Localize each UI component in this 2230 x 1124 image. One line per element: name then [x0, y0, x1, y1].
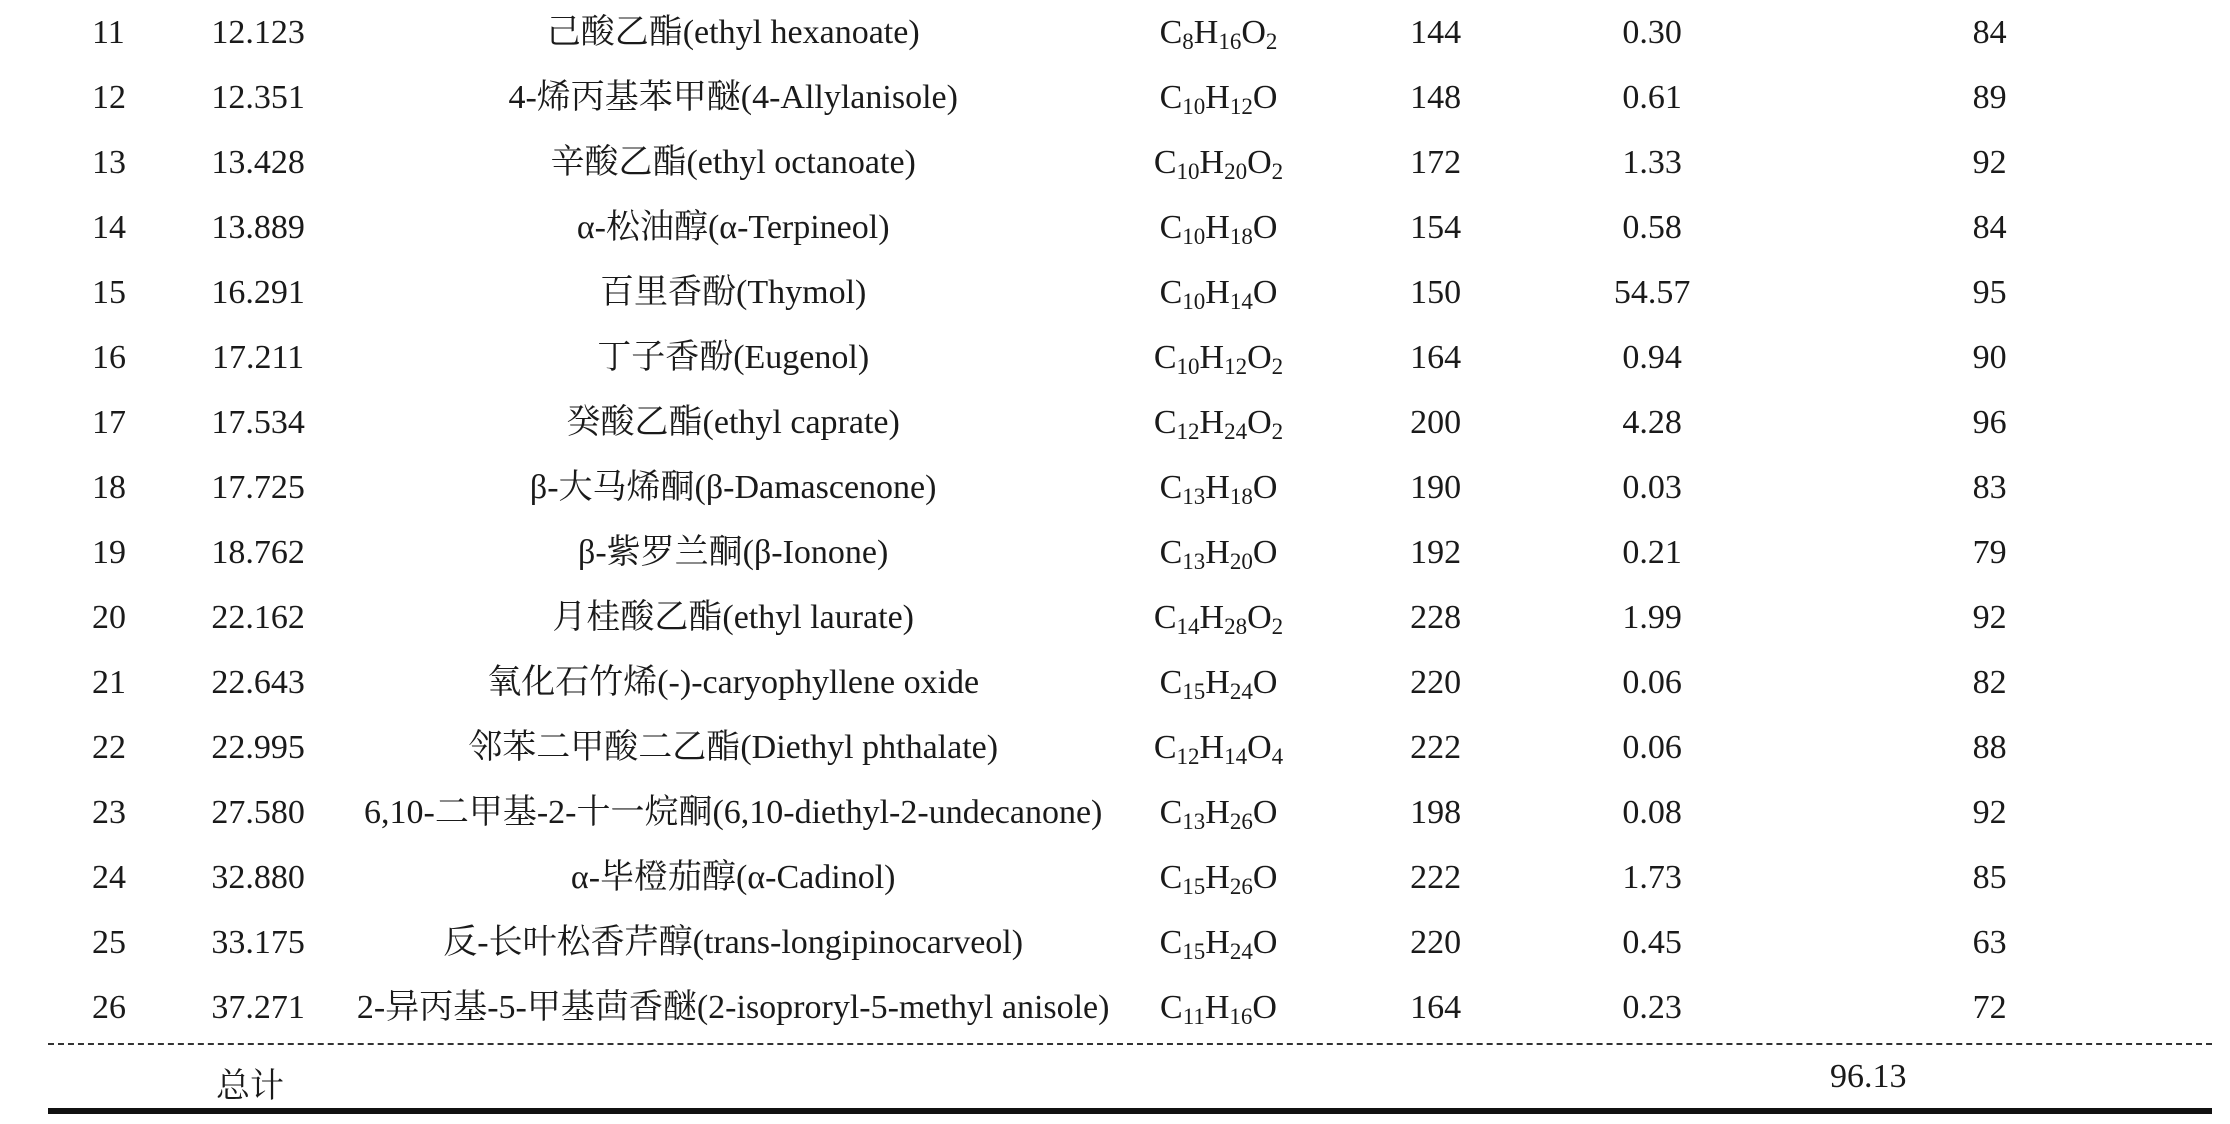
compound-name — [357, 845, 1110, 910]
compound-table — [48, 0, 2212, 1040]
formula-element: C — [1153, 403, 1177, 441]
match-degree: 85 — [1972, 858, 2007, 896]
row-number: 25 — [92, 923, 126, 961]
table-row — [48, 65, 2212, 130]
formula-element: H — [1193, 13, 1219, 51]
formula-element: C — [1159, 663, 1183, 701]
row-number: 13 — [92, 143, 126, 181]
retention-time: 22.162 — [211, 598, 305, 636]
compound-name-chinese: β-大马烯酮 — [529, 468, 695, 506]
formula-element: C — [1159, 923, 1183, 961]
table-bottom-rule — [48, 1108, 2212, 1114]
molecular-formula — [1109, 195, 1327, 260]
formula-subscript: 24 — [1229, 938, 1253, 964]
retention-time: 17.725 — [211, 468, 305, 506]
total-label: 总计 — [216, 1068, 284, 1105]
formula-subscript: 10 — [1182, 223, 1206, 249]
table-row — [48, 195, 2212, 260]
compound-name-chinese: 癸酸乙酯 — [566, 403, 703, 441]
formula-subscript: 26 — [1229, 873, 1253, 899]
formula-element: H — [1199, 728, 1225, 766]
retention-time: 27.580 — [211, 793, 305, 831]
molecular-weight: 198 — [1410, 793, 1462, 831]
retention-time: 17.211 — [211, 338, 305, 376]
molecular-weight: 164 — [1410, 988, 1462, 1026]
formula-element: O — [1252, 78, 1278, 116]
match-degree: 83 — [1972, 468, 2007, 506]
formula-element: O — [1252, 533, 1278, 571]
formula-element: H — [1205, 208, 1230, 246]
molecular-formula — [1109, 130, 1327, 195]
compound-table-container — [48, 0, 2212, 1040]
formula-element: O — [1252, 858, 1278, 896]
formula-subscript: 12 — [1176, 418, 1200, 444]
molecular-formula — [1109, 260, 1327, 325]
formula-subscript: 4 — [1271, 743, 1284, 769]
table-row — [48, 520, 2212, 585]
match-degree: 92 — [1972, 143, 2007, 181]
compound-name-chinese: 4-烯丙基苯甲醚 — [508, 78, 741, 116]
formula-subscript: 15 — [1182, 678, 1206, 704]
formula-element: H — [1205, 533, 1230, 571]
compound-name — [357, 650, 1110, 715]
molecular-formula — [1109, 650, 1327, 715]
compound-name — [357, 910, 1110, 975]
compound-name-english: (ethyl caprate) — [702, 403, 900, 441]
compound-name-english: (trans-longipinocarveol) — [692, 923, 1024, 961]
retention-time: 16.291 — [211, 273, 305, 311]
relative-content: 0.23 — [1622, 988, 1682, 1026]
match-degree: 96 — [1972, 403, 2007, 441]
formula-element: C — [1153, 728, 1177, 766]
compound-name-chinese: β-紫罗兰酮 — [578, 533, 743, 571]
formula-element: H — [1199, 143, 1225, 181]
relative-content: 4.28 — [1622, 403, 1682, 441]
retention-time: 18.762 — [211, 533, 305, 571]
molecular-weight: 222 — [1410, 858, 1462, 896]
formula-element: C — [1153, 338, 1177, 376]
compound-name — [357, 455, 1110, 520]
compound-name-english: (ethyl octanoate) — [686, 143, 916, 181]
molecular-formula — [1109, 0, 1327, 65]
compound-name — [357, 585, 1110, 650]
table-row — [48, 455, 2212, 520]
compound-name-chinese: 百里香酚 — [600, 273, 737, 311]
formula-element: H — [1205, 468, 1230, 506]
formula-subscript: 14 — [1229, 288, 1253, 314]
compound-name-english: (Eugenol) — [733, 338, 870, 376]
compound-name — [357, 0, 1110, 65]
row-number: 20 — [92, 598, 126, 636]
row-number: 15 — [92, 273, 126, 311]
retention-time: 33.175 — [211, 923, 305, 961]
match-degree: 84 — [1972, 13, 2007, 51]
molecular-formula — [1109, 390, 1327, 455]
formula-subscript: 13 — [1182, 483, 1206, 509]
molecular-formula — [1109, 910, 1327, 975]
molecular-weight: 154 — [1410, 208, 1462, 246]
formula-element: O — [1252, 468, 1278, 506]
table-row — [48, 845, 2212, 910]
compound-name-chinese: 丁子香酚 — [597, 338, 734, 376]
row-number: 23 — [92, 793, 126, 831]
compound-name — [357, 390, 1110, 455]
match-degree: 92 — [1972, 793, 2007, 831]
formula-subscript: 18 — [1229, 483, 1253, 509]
compound-name-english: (-)-caryophyllene oxide — [657, 663, 980, 701]
compound-name-english: (Thymol) — [736, 273, 867, 311]
formula-subscript: 14 — [1176, 613, 1200, 639]
formula-element: H — [1205, 858, 1230, 896]
relative-content: 0.45 — [1622, 923, 1682, 961]
formula-element: H — [1199, 598, 1225, 636]
formula-subscript: 12 — [1176, 743, 1200, 769]
molecular-weight: 144 — [1410, 13, 1462, 51]
compound-name-chinese: 月桂酸乙酯 — [552, 598, 723, 636]
compound-name-english: (β-Ionone) — [742, 533, 889, 571]
retention-time: 22.995 — [211, 728, 305, 766]
row-number: 24 — [92, 858, 126, 896]
molecular-weight: 220 — [1410, 923, 1462, 961]
compound-name-english: (β-Damascenone) — [694, 468, 937, 506]
row-number: 21 — [92, 663, 126, 701]
relative-content: 0.61 — [1622, 78, 1682, 116]
table-row — [48, 650, 2212, 715]
relative-content: 0.21 — [1622, 533, 1682, 571]
molecular-weight: 222 — [1410, 728, 1462, 766]
formula-subscript: 12 — [1224, 353, 1248, 379]
molecular-formula — [1109, 715, 1327, 780]
formula-subscript: 10 — [1182, 93, 1206, 119]
formula-subscript: 2 — [1271, 613, 1284, 639]
table-row — [48, 130, 2212, 195]
table-row — [48, 715, 2212, 780]
relative-content: 1.73 — [1622, 858, 1682, 896]
table-row — [48, 975, 2212, 1040]
formula-subscript: 14 — [1224, 743, 1248, 769]
relative-content: 1.33 — [1622, 143, 1682, 181]
compound-name-english: (Diethyl phthalate) — [740, 728, 999, 766]
formula-subscript: 10 — [1176, 158, 1200, 184]
formula-element: O — [1252, 273, 1278, 311]
formula-element: C — [1160, 988, 1183, 1026]
formula-element: H — [1199, 403, 1225, 441]
compound-name — [357, 260, 1110, 325]
retention-time: 32.880 — [211, 858, 305, 896]
compound-table-body — [48, 0, 2212, 1040]
formula-element: C — [1159, 533, 1183, 571]
row-number: 12 — [92, 78, 126, 116]
formula-element: O — [1247, 338, 1272, 376]
molecular-weight: 172 — [1410, 143, 1462, 181]
relative-content: 0.03 — [1622, 468, 1682, 506]
formula-element: O — [1252, 793, 1278, 831]
relative-content: 0.08 — [1622, 793, 1682, 831]
table-row — [48, 390, 2212, 455]
formula-element: O — [1241, 13, 1266, 51]
molecular-formula — [1109, 455, 1327, 520]
formula-subscript: 28 — [1224, 613, 1248, 639]
match-degree: 88 — [1972, 728, 2007, 766]
formula-subscript: 2 — [1271, 418, 1284, 444]
relative-content: 0.94 — [1622, 338, 1682, 376]
formula-element: O — [1247, 728, 1272, 766]
molecular-weight: 148 — [1410, 78, 1462, 116]
formula-subscript: 11 — [1182, 1003, 1205, 1029]
row-number: 26 — [92, 988, 126, 1026]
compound-name-english: (ethyl hexanoate) — [682, 13, 920, 51]
match-degree: 84 — [1972, 208, 2007, 246]
formula-element: O — [1252, 208, 1278, 246]
retention-time: 37.271 — [211, 988, 305, 1026]
match-degree: 90 — [1972, 338, 2007, 376]
row-number: 18 — [92, 468, 126, 506]
molecular-formula — [1109, 325, 1327, 390]
molecular-formula — [1109, 845, 1327, 910]
formula-element: C — [1159, 468, 1183, 506]
formula-subscript: 16 — [1229, 1003, 1253, 1029]
formula-element: O — [1252, 663, 1278, 701]
row-number: 22 — [92, 728, 126, 766]
formula-subscript: 13 — [1182, 808, 1206, 834]
molecular-weight: 200 — [1410, 403, 1462, 441]
molecular-weight: 150 — [1410, 273, 1462, 311]
compound-name-english: (2-isoproryl-5-methyl anisole) — [696, 988, 1110, 1026]
formula-element: C — [1159, 858, 1183, 896]
relative-content: 0.30 — [1622, 13, 1682, 51]
relative-content: 54.57 — [1613, 273, 1691, 311]
compound-name-chinese: 2-异丙基-5-甲基茴香醚 — [356, 988, 697, 1026]
retention-time: 13.428 — [211, 143, 305, 181]
molecular-weight: 164 — [1410, 338, 1462, 376]
match-degree: 79 — [1972, 533, 2007, 571]
compound-name — [357, 65, 1110, 130]
relative-content: 1.99 — [1622, 598, 1682, 636]
match-degree: 72 — [1972, 988, 2007, 1026]
match-degree: 82 — [1972, 663, 2007, 701]
molecular-formula — [1109, 780, 1327, 845]
total-row — [48, 1052, 2212, 1106]
formula-subscript: 24 — [1229, 678, 1253, 704]
relative-content: 0.06 — [1622, 728, 1682, 766]
compound-name — [357, 975, 1110, 1040]
row-number: 14 — [92, 208, 126, 246]
formula-element: C — [1159, 13, 1183, 51]
formula-element: H — [1199, 338, 1225, 376]
formula-subscript: 15 — [1182, 938, 1206, 964]
formula-element: H — [1205, 78, 1230, 116]
formula-element: C — [1159, 78, 1183, 116]
retention-time: 22.643 — [211, 663, 305, 701]
formula-element: C — [1159, 208, 1183, 246]
compound-name — [357, 325, 1110, 390]
compound-name-chinese: 己酸乙酯 — [546, 13, 683, 51]
formula-subscript: 13 — [1182, 548, 1206, 574]
match-degree: 89 — [1972, 78, 2007, 116]
compound-name-chinese: 氧化石竹烯 — [487, 663, 658, 701]
formula-element: O — [1247, 403, 1272, 441]
compound-name-english: (ethyl laurate) — [722, 598, 914, 636]
compound-name — [357, 195, 1110, 260]
molecular-weight: 190 — [1410, 468, 1462, 506]
row-number: 11 — [92, 13, 125, 51]
formula-subscript: 15 — [1182, 873, 1206, 899]
formula-element: O — [1247, 598, 1272, 636]
row-number: 16 — [92, 338, 126, 376]
row-number: 19 — [92, 533, 126, 571]
compound-name-chinese: 6,10-二甲基-2-十一烷酮 — [364, 793, 713, 831]
formula-subscript: 20 — [1224, 158, 1248, 184]
formula-element: O — [1252, 988, 1277, 1026]
compound-name — [357, 715, 1110, 780]
molecular-formula — [1109, 975, 1327, 1040]
match-degree: 63 — [1972, 923, 2007, 961]
total-value: 96.13 — [1830, 1058, 1907, 1095]
formula-subscript: 12 — [1229, 93, 1253, 119]
relative-content: 0.58 — [1622, 208, 1682, 246]
compound-name — [357, 780, 1110, 845]
formula-element: H — [1205, 923, 1230, 961]
molecular-formula — [1109, 585, 1327, 650]
relative-content: 0.06 — [1622, 663, 1682, 701]
formula-element: H — [1204, 988, 1230, 1026]
formula-subscript: 26 — [1229, 808, 1253, 834]
dashed-separator — [48, 1043, 2212, 1045]
compound-name-english: (α-Cadinol) — [736, 858, 896, 896]
compound-name-chinese: 反-长叶松香芹醇 — [443, 923, 693, 961]
compound-name — [357, 130, 1110, 195]
row-number: 17 — [92, 403, 126, 441]
formula-element: C — [1159, 273, 1183, 311]
molecular-weight: 192 — [1410, 533, 1462, 571]
compound-name — [357, 520, 1110, 585]
formula-subscript: 10 — [1176, 353, 1200, 379]
table-row — [48, 780, 2212, 845]
compound-name-english: (4-Allylanisole) — [740, 78, 958, 116]
retention-time: 12.123 — [211, 13, 305, 51]
molecular-formula — [1109, 520, 1327, 585]
table-row — [48, 260, 2212, 325]
compound-name-english: (6,10-diethyl-2-undecanone) — [712, 793, 1103, 831]
formula-element: O — [1252, 923, 1278, 961]
compound-name-chinese: 辛酸乙酯 — [550, 143, 687, 181]
molecular-weight: 220 — [1410, 663, 1462, 701]
retention-time: 17.534 — [211, 403, 305, 441]
formula-element: H — [1205, 273, 1230, 311]
retention-time: 13.889 — [211, 208, 305, 246]
formula-element: O — [1247, 143, 1272, 181]
formula-element: H — [1205, 663, 1230, 701]
compound-name-english: (α-Terpineol) — [707, 208, 890, 246]
table-row — [48, 325, 2212, 390]
formula-subscript: 8 — [1182, 28, 1194, 54]
compound-name-chinese: 邻苯二甲酸二乙酯 — [468, 728, 741, 766]
compound-name-chinese: α-毕橙茄醇 — [570, 858, 737, 896]
formula-subscript: 2 — [1265, 28, 1278, 54]
table-row — [48, 585, 2212, 650]
formula-subscript: 2 — [1271, 353, 1284, 379]
formula-subscript: 16 — [1218, 28, 1242, 54]
molecular-weight: 228 — [1410, 598, 1462, 636]
table-row — [48, 0, 2212, 65]
formula-element: C — [1153, 598, 1177, 636]
formula-subscript: 10 — [1182, 288, 1206, 314]
formula-subscript: 20 — [1229, 548, 1253, 574]
formula-element: C — [1159, 793, 1183, 831]
formula-element: C — [1153, 143, 1177, 181]
formula-element: H — [1205, 793, 1230, 831]
match-degree: 95 — [1972, 273, 2007, 311]
formula-subscript: 2 — [1271, 158, 1284, 184]
match-degree: 92 — [1972, 598, 2007, 636]
table-row — [48, 910, 2212, 975]
retention-time: 12.351 — [211, 78, 305, 116]
formula-subscript: 18 — [1229, 223, 1253, 249]
compound-name-chinese: α-松油醇 — [576, 208, 708, 246]
formula-subscript: 24 — [1224, 418, 1248, 444]
molecular-formula — [1109, 65, 1327, 130]
